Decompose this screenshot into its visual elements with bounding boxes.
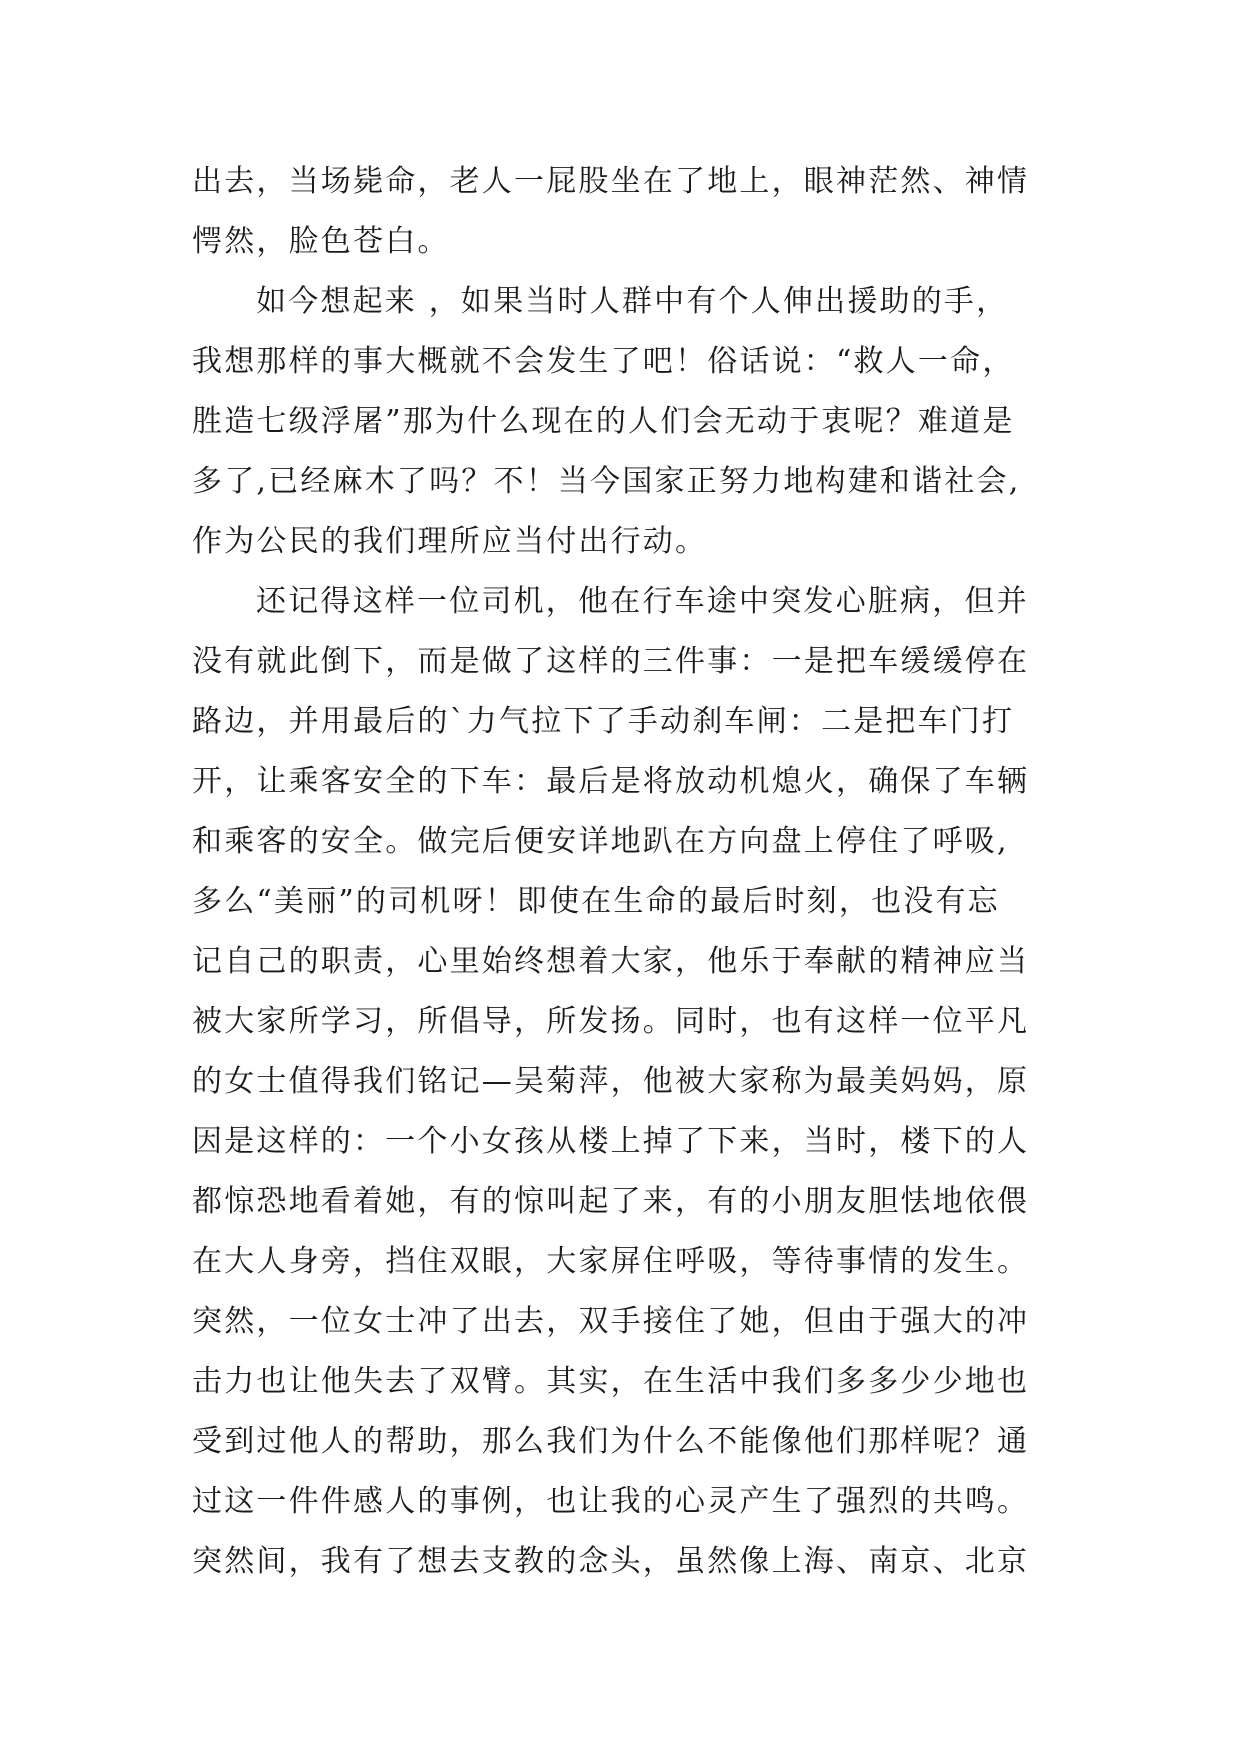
text-line: 突然间，我有了想去支教的念头，虽然像上海、南京、北京	[192, 1544, 1030, 1579]
text-line: 和乘客的安全。做完后便安详地趴在方向盘上停住了呼吸,	[192, 824, 1009, 859]
text-line: 出去，当场毙命，老人一屁股坐在了地上，眼神茫然、神情	[192, 164, 1030, 199]
text-line: 开，让乘客安全的下车：最后是将放动机熄火，确保了车辆	[192, 764, 1030, 799]
text-line: 没有就此倒下，而是做了这样的三件事：一是把车缓缓停在	[192, 644, 1030, 679]
text-line: 愕然，脸色苍白。	[192, 224, 450, 259]
text-line: 过这一件件感人的事例，也让我的心灵产生了强烈的共鸣。	[192, 1484, 1030, 1519]
text-line: 都惊恐地看着她，有的惊叫起了来，有的小朋友胆怯地依偎	[192, 1184, 1030, 1219]
text-line: 受到过他人的帮助，那么我们为什么不能像他们那样呢？通	[192, 1424, 1030, 1459]
text-line: 作为公民的我们理所应当付出行动。	[192, 524, 708, 559]
text-line: 的女士值得我们铭记—吴菊萍，他被大家称为最美妈妈，原	[192, 1064, 1030, 1099]
text-line: 胜造七级浮屠”那为什么现在的人们会无动于衷呢？难道是	[192, 404, 1015, 439]
paragraph-start-line: 还记得这样一位司机，他在行车途中突发心脏病，但并	[256, 584, 1029, 619]
text-line: 因是这样的：一个小女孩从楼上掉了下来，当时，楼下的人	[192, 1124, 1030, 1159]
text-line: 路边，并用最后的`力气拉下了手动刹车闸：二是把车门打	[192, 704, 1015, 739]
text-line: 被大家所学习，所倡导，所发扬。同时，也有这样一位平凡	[192, 1004, 1030, 1039]
text-line: 突然，一位女士冲了出去，双手接住了她，但由于强大的冲	[192, 1304, 1030, 1339]
text-line: 击力也让他失去了双臂。其实，在生活中我们多多少少地也	[192, 1364, 1030, 1399]
body-text	[192, 152, 1052, 1592]
paragraph-start-line: 如今想起来 ，如果当时人群中有个人伸出援助的手，	[256, 284, 1009, 319]
text-line: 多了,已经麻木了吗？不！当今国家正努力地构建和谐社会,	[192, 464, 1021, 499]
text-line: 我想那样的事大概就不会发生了吧！俗话说：“救人一命，	[192, 344, 1015, 379]
text-line: 多么“美丽”的司机呀！即使在生命的最后时刻，也没有忘	[192, 884, 1000, 919]
text-line: 在大人身旁，挡住双眼，大家屏住呼吸，等待事情的发生。	[192, 1244, 1030, 1279]
text-line: 记自己的职责，心里始终想着大家，他乐于奉献的精神应当	[192, 944, 1030, 979]
